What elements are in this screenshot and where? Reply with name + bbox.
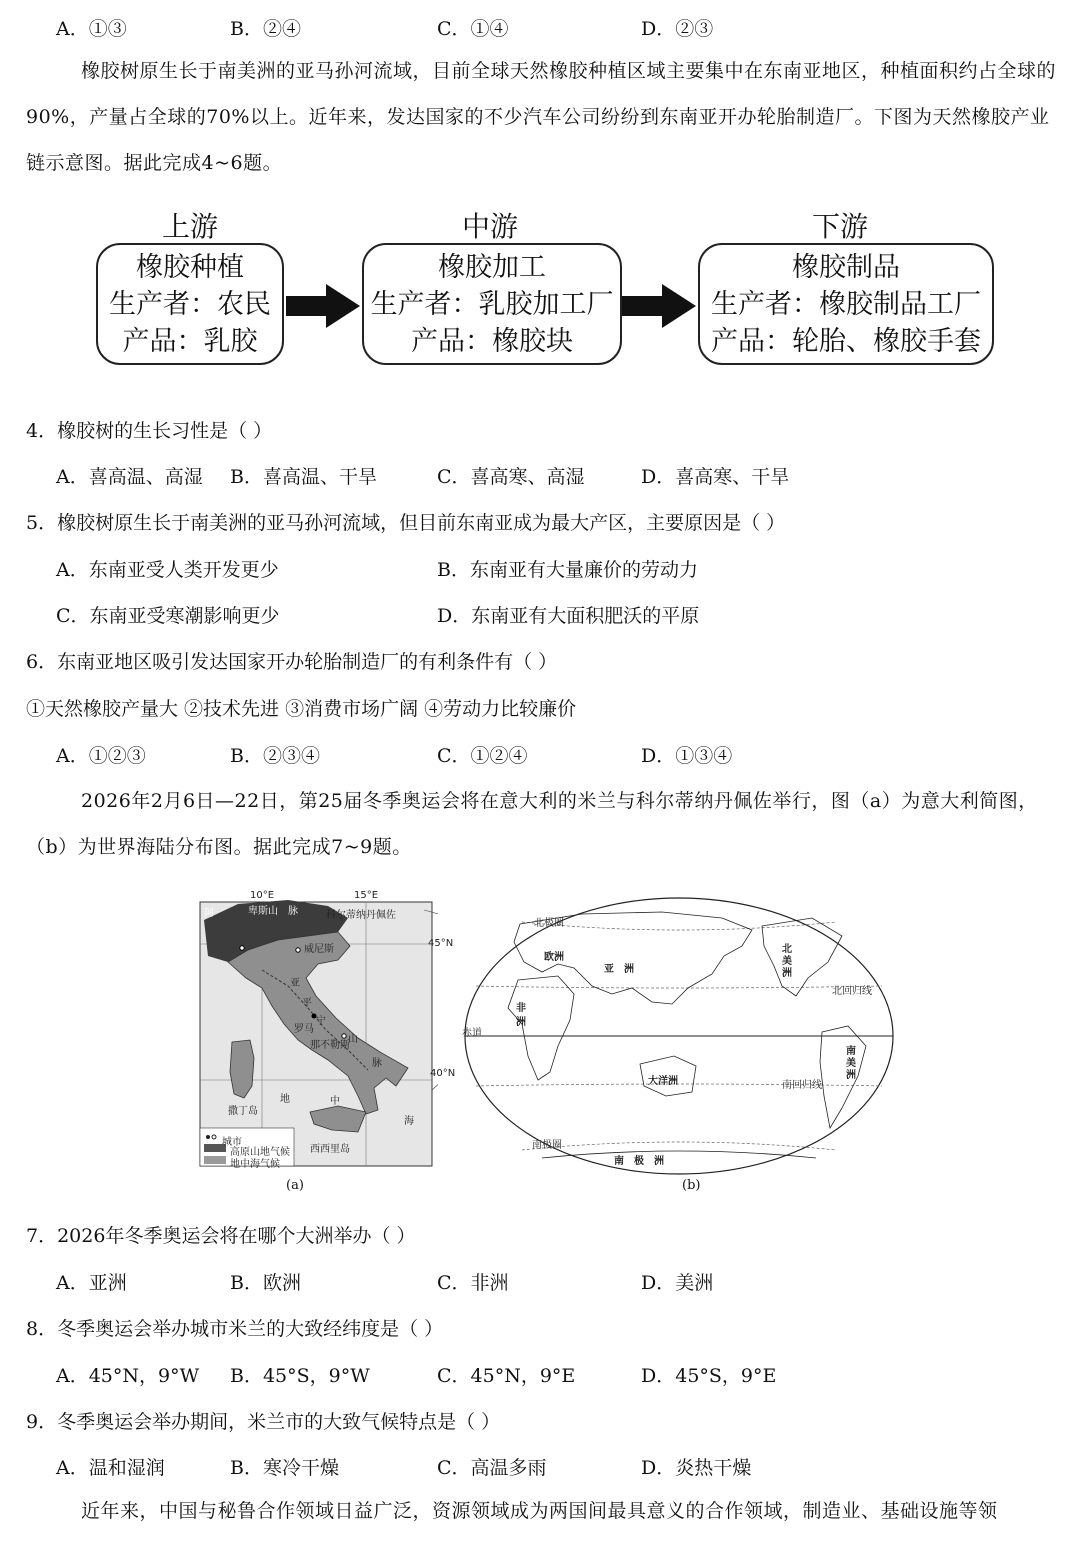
flow-arrow-2 [622,284,698,328]
map-b-label-asia: 亚 洲 [604,964,634,975]
map-a-label-alps-2: 卑斯山 [248,906,278,917]
q5-option-c[interactable]: C．东南亚受寒潮影响更少 [56,605,280,627]
map-a-label-40n: 40°N [430,1068,456,1079]
flow-title-midstream: 中游 [461,210,518,243]
map-b-label-tropic-cancer: 北回归线 [832,986,872,997]
map-a-label-sea-3: 海 [404,1116,414,1127]
flow-box-upstream-line3: 产品：乳胶 [122,326,258,357]
flow-title-upstream: 上游 [161,210,218,243]
q7-option-d[interactable]: D．美洲 [641,1272,714,1294]
map-a-legend-highland: 高原山地气候 [230,1147,290,1158]
map-b-label-africa: 非洲 [516,1003,526,1028]
flow-arrow-1 [286,284,362,328]
map-b-label-arctic-circle: 北极圈 [534,918,564,929]
q4-option-d[interactable]: D．喜高寒、干旱 [641,466,790,488]
question-6-stem: 6．东南亚地区吸引发达国家开办轮胎制造厂的有利条件有（ ） [26,651,558,673]
map-a-legend-mediterranean: 地中海气候 [230,1159,280,1170]
map-b-label-south-america: 南美洲 [846,1046,856,1081]
flow-title-downstream: 下游 [811,210,868,243]
flow-box-midstream-line1: 橡胶加工 [438,252,546,283]
q9-option-c[interactable]: C．高温多雨 [437,1457,547,1479]
map-a-legend-city: 城市 [222,1137,242,1148]
map-a-label-alps-1: 阿 [204,908,214,919]
intro-paragraph-rubber: 橡胶树原生长于南美洲的亚马孙河流域，目前全球天然橡胶种植区域主要集中在东南亚地区，种植面积约占全球的90%，产量占全球的70%以上。近年来，发达国家的不少汽车公司纷纷到东南亚开办轮胎制造厂。下图为天然橡胶产业链示意图。据此完成4~6题。 [26,60,1057,174]
q5-option-b[interactable]: B．东南亚有大量廉价的劳动力 [437,559,698,581]
question-7-stem: 7．2026年冬季奥运会将在哪个大洲举办（ ） [26,1225,416,1247]
q8-option-d[interactable]: D．45°S，9°E [641,1365,777,1387]
map-a-label-apennine-1: 亚 [290,978,300,989]
q3-option-c[interactable]: C．①④ [437,18,509,40]
q9-option-b[interactable]: B．寒冷干燥 [230,1457,339,1479]
q9-option-a[interactable]: A．温和湿润 [56,1457,165,1479]
map-a-label-apennine-5: 脉 [372,1058,382,1069]
map-b-caption: (b) [682,1178,701,1193]
map-b-label-tropic-capricorn: 南回归线 [782,1080,822,1091]
flow-box-midstream-line2: 生产者：乳胶加工厂 [370,289,614,320]
q3-option-b[interactable]: B．②④ [230,18,301,40]
map-b-label-equator: 赤道 [462,1028,482,1039]
q8-option-c[interactable]: C．45°N，9°E [437,1365,576,1387]
intro-paragraph-olympics: 2026年2月6日—22日，第25届冬季奥运会将在意大利的米兰与科尔蒂纳丹佩佐举行，图（a）为意大利简图，（b）为世界海陆分布图。据此完成7~9题。 [26,790,1038,858]
question-9-stem: 9．冬季奥运会举办期间，米兰市的大致气候特点是（ ） [26,1411,501,1433]
q7-option-a[interactable]: A．亚洲 [56,1272,127,1294]
q4-option-c[interactable]: C．喜高寒、高湿 [437,466,585,488]
question-8-stem: 8．冬季奥运会举办城市米兰的大致经纬度是（ ） [26,1318,444,1340]
q6-option-c[interactable]: C．①②④ [437,745,528,767]
map-a-label-apennine-4: 山 [348,1034,358,1045]
q3-option-a[interactable]: A．①③ [56,18,127,40]
flow-box-downstream [698,243,994,365]
flow-box-upstream-line1: 橡胶种植 [136,252,244,283]
flow-box-downstream-line3: 产品：轮胎、橡胶手套 [711,326,981,357]
q9-option-d[interactable]: D．炎热干燥 [641,1457,752,1479]
map-b-label-europe: 欧洲 [544,952,564,963]
map-a-label-15e: 15°E [354,890,379,901]
q3-option-d[interactable]: D．②③ [641,18,714,40]
map-a-label-apennine-2: 平 [302,998,312,1009]
map-a-label-rome: 罗马 [294,1024,314,1035]
map-b-label-antarctic-circle: 南极圈 [532,1140,562,1151]
q8-option-a[interactable]: A．45°N，9°W [56,1365,200,1387]
world-map-figure [462,896,896,1176]
map-a-label-10e: 10°E [250,890,275,901]
flow-box-midstream [362,243,622,365]
map-a-label-alps-3: 脉 [288,906,298,917]
map-b-label-antarctica: 南 极 洲 [614,1156,664,1167]
q6-option-a[interactable]: A．①②③ [56,745,146,767]
q6-option-d[interactable]: D．①③④ [641,745,733,767]
world-map [462,896,896,1176]
map-b-label-north-america: 北美洲 [782,944,792,979]
map-a-label-sicily: 西西里岛 [310,1144,350,1155]
italy-map-figure [198,890,456,1180]
q4-option-b[interactable]: B．喜高温、干旱 [230,466,377,488]
q7-option-c[interactable]: C．非洲 [437,1272,509,1294]
intro-paragraph-peru: 近年来，中国与秘鲁合作领域日益广泛，资源领域成为两国间最具意义的合作领域，制造业、基础设施等领 [81,1500,998,1522]
map-a-label-sea-1: 地 [280,1094,290,1105]
map-a-label-sea-2: 中 [330,1096,340,1107]
question-6-conditions: ①天然橡胶产量大 ②技术先进 ③消费市场广阔 ④劳动力比较廉价 [26,698,577,720]
q5-option-a[interactable]: A．东南亚受人类开发更少 [56,559,279,581]
map-a-label-apennine-3: 宁 [316,1016,326,1027]
map-b-label-oceania: 大洋洲 [648,1076,678,1087]
flow-box-midstream-line3: 产品：橡胶块 [411,326,573,357]
q5-option-d[interactable]: D．东南亚有大面积肥沃的平原 [437,605,700,627]
map-a-caption: (a) [286,1178,304,1193]
map-a-label-naples: 那不勒斯 [310,1040,350,1051]
flow-box-downstream-line1: 橡胶制品 [792,252,900,283]
flow-box-upstream-line2: 生产者：农民 [109,289,271,320]
q7-option-b[interactable]: B．欧洲 [230,1272,301,1294]
q4-option-a[interactable]: A．喜高温、高湿 [56,466,203,488]
flow-box-downstream-line2: 生产者：橡胶制品工厂 [711,289,981,320]
q6-option-b[interactable]: B．②③④ [230,745,320,767]
map-a-label-45n: 45°N [428,938,454,949]
map-a-label-venice: 威尼斯 [304,944,334,955]
map-a-label-sardinia: 撒丁岛 [228,1106,258,1117]
map-a-label-cortina: 科尔蒂纳丹佩佐 [326,910,396,921]
flow-box-upstream [96,243,284,365]
question-5-stem: 5．橡胶树原生长于南美洲的亚马孙河流域，但目前东南亚成为最大产区，主要原因是（ ） [26,512,786,534]
question-4-stem: 4．橡胶树的生长习性是（ ） [26,420,273,442]
q8-option-b[interactable]: B．45°S，9°W [230,1365,370,1387]
